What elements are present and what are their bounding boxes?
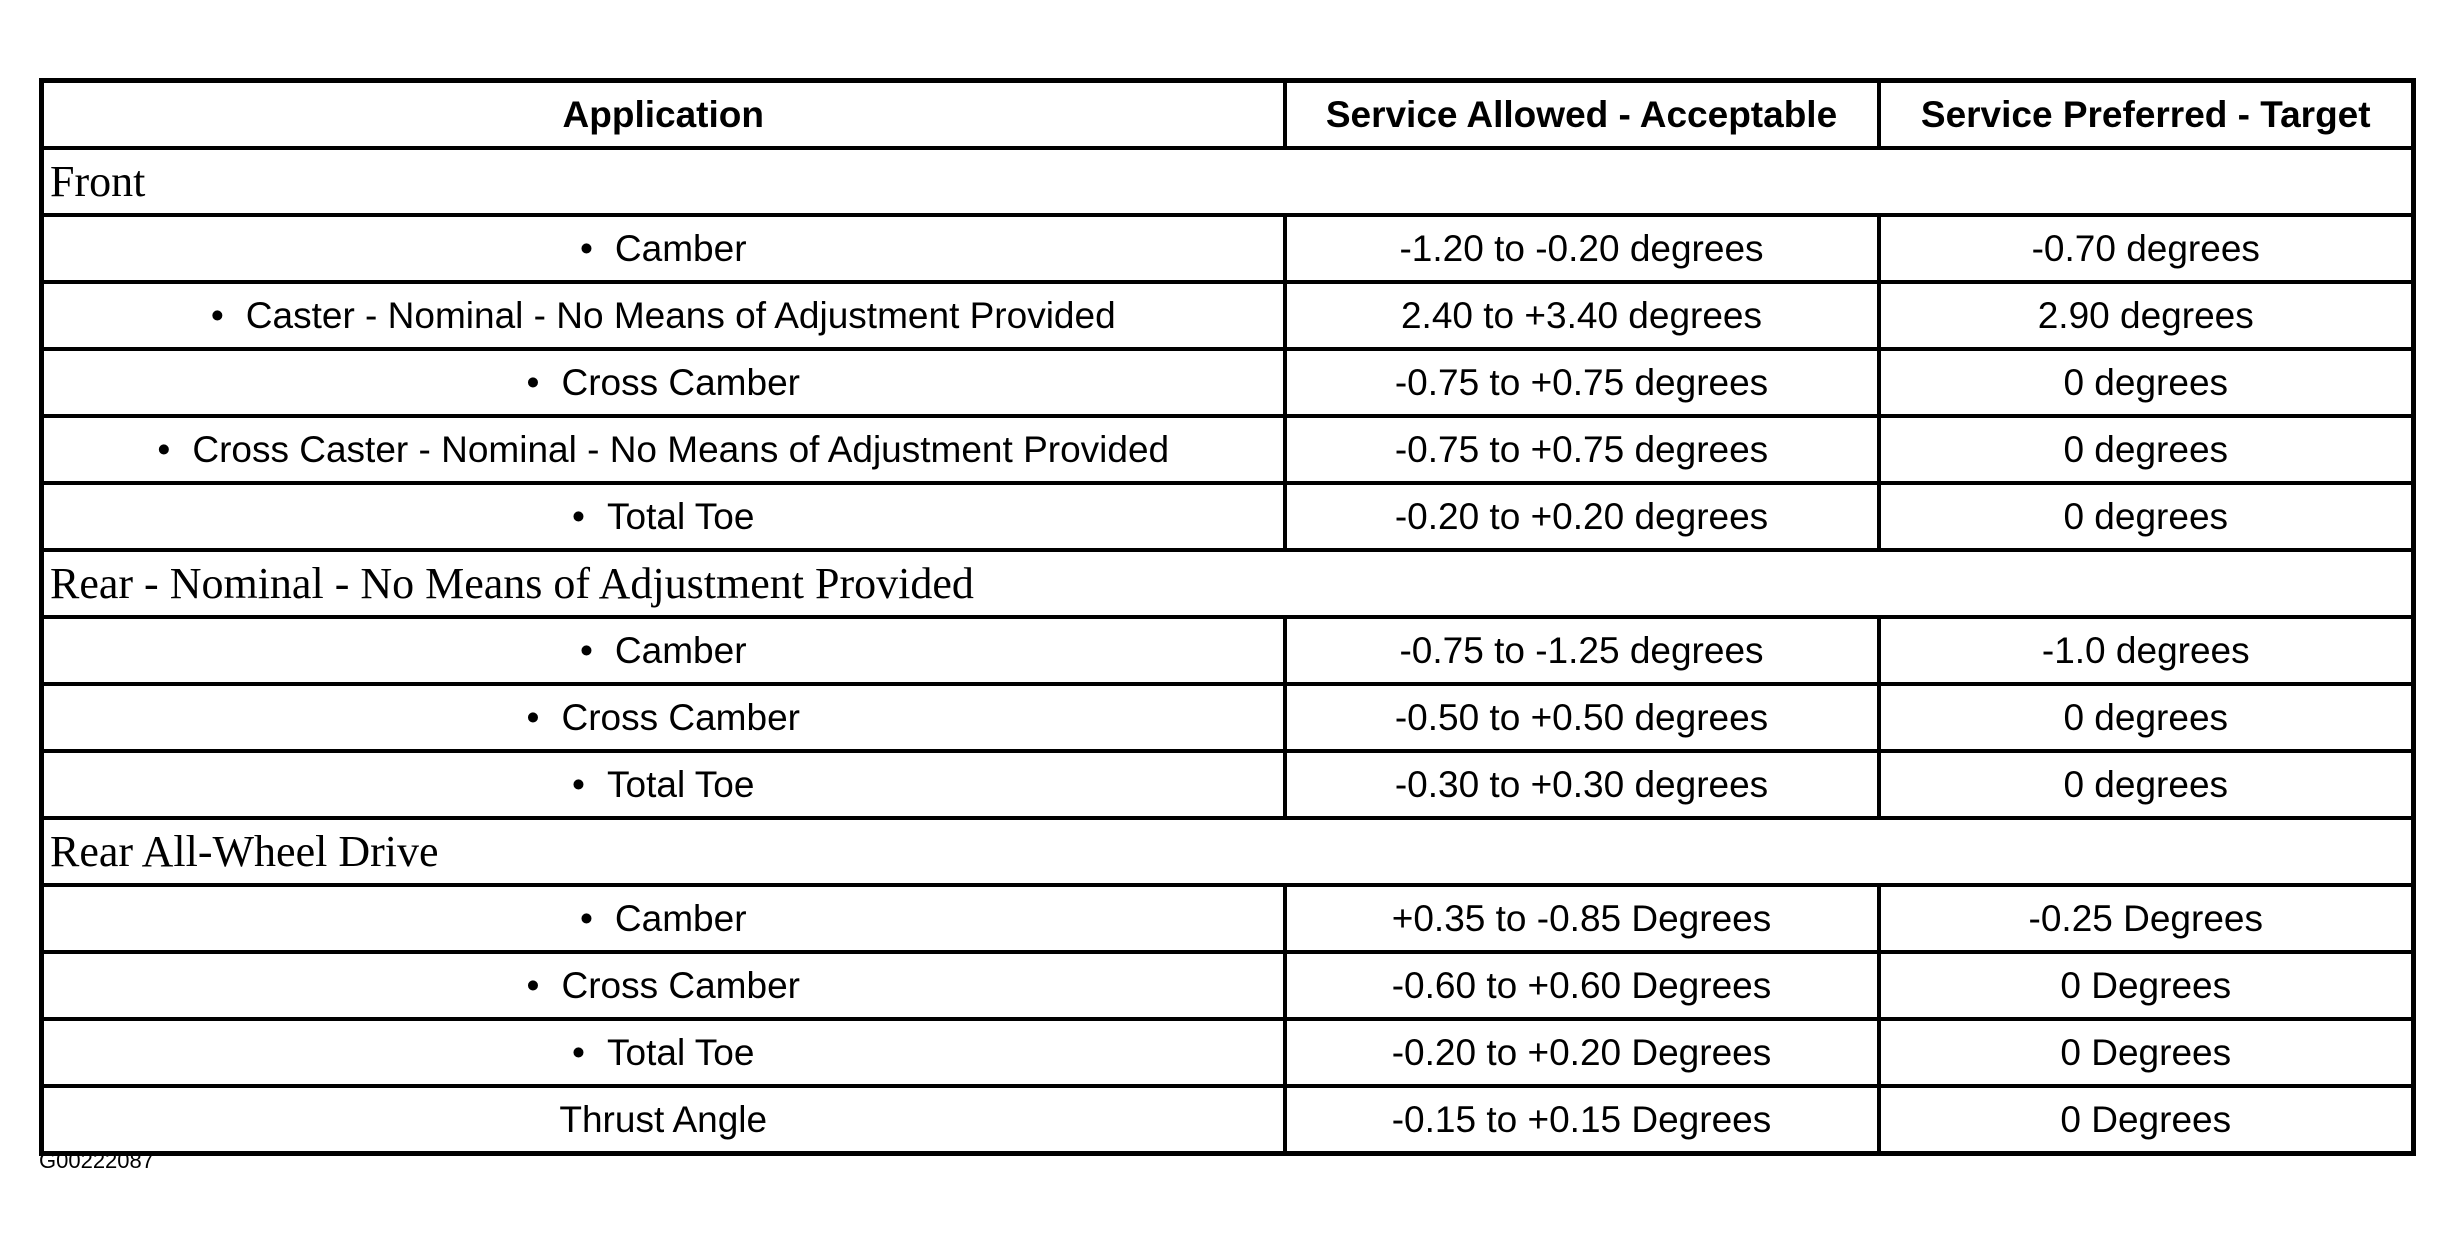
application-label: Camber: [614, 897, 747, 939]
section-row: [42, 818, 2414, 885]
bullet-icon: •: [572, 763, 586, 805]
bullet-icon: •: [526, 964, 540, 1006]
application-cell: [42, 885, 1285, 952]
service-preferred-cell: -1.0 degrees: [1879, 617, 2414, 684]
table-row: [42, 1019, 2414, 1086]
application-label: Cross Caster - Nominal - No Means of Adjustment Provided: [192, 428, 1170, 470]
header-application: Application: [42, 81, 1285, 149]
service-preferred-cell: 0 Degrees: [1879, 952, 2414, 1019]
service-allowed-cell: -0.20 to +0.20 Degrees: [1285, 1019, 1879, 1086]
application-cell: [42, 416, 1285, 483]
bullet-icon: •: [579, 227, 593, 269]
table-row: [42, 282, 2414, 349]
service-preferred-cell: 0 degrees: [1879, 349, 2414, 416]
table-row: [42, 483, 2414, 550]
application-cell: [42, 952, 1285, 1019]
service-allowed-cell: -1.20 to -0.20 degrees: [1285, 215, 1879, 282]
application-cell: [42, 617, 1285, 684]
application-label: Cross Camber: [561, 964, 800, 1006]
table-row: [42, 215, 2414, 282]
application-cell: [42, 282, 1285, 349]
table-row: [42, 617, 2414, 684]
bullet-icon: •: [572, 495, 586, 537]
application-label: Thrust Angle: [559, 1098, 768, 1140]
header-service-allowed: Service Allowed - Acceptable: [1285, 81, 1879, 149]
section-title: Rear All-Wheel Drive: [42, 818, 2414, 885]
table-row: [42, 885, 2414, 952]
bullet-icon: •: [526, 696, 540, 738]
service-preferred-cell: 0 Degrees: [1879, 1086, 2414, 1154]
service-allowed-cell: -0.50 to +0.50 degrees: [1285, 684, 1879, 751]
service-preferred-cell: -0.25 Degrees: [1879, 885, 2414, 952]
section-title: Front: [42, 148, 2414, 215]
service-allowed-cell: -0.60 to +0.60 Degrees: [1285, 952, 1879, 1019]
bullet-icon: •: [157, 428, 171, 470]
application-cell: [42, 684, 1285, 751]
service-allowed-cell: -0.75 to -1.25 degrees: [1285, 617, 1879, 684]
application-cell: [42, 751, 1285, 818]
section-row: [42, 148, 2414, 215]
application-cell: [42, 483, 1285, 550]
section-title: Rear - Nominal - No Means of Adjustment Provided: [42, 550, 2414, 617]
section-row: [42, 550, 2414, 617]
bullet-icon: •: [579, 897, 593, 939]
application-cell: [42, 1086, 1285, 1154]
table-row: [42, 684, 2414, 751]
service-preferred-cell: 0 degrees: [1879, 483, 2414, 550]
bullet-icon: •: [526, 361, 540, 403]
figure-id: G00222087: [39, 1148, 154, 1173]
table-body: [42, 148, 2414, 1154]
table-row: [42, 952, 2414, 1019]
application-label: Cross Camber: [561, 696, 800, 738]
alignment-spec-table: [39, 78, 2416, 1156]
service-preferred-cell: 0 degrees: [1879, 416, 2414, 483]
service-allowed-cell: -0.15 to +0.15 Degrees: [1285, 1086, 1879, 1154]
service-allowed-cell: -0.20 to +0.20 degrees: [1285, 483, 1879, 550]
bullet-icon: •: [579, 629, 593, 671]
application-cell: [42, 215, 1285, 282]
service-preferred-cell: -0.70 degrees: [1879, 215, 2414, 282]
table-row: [42, 1086, 2414, 1154]
table-row: [42, 416, 2414, 483]
bullet-icon: •: [210, 294, 224, 336]
application-label: Caster - Nominal - No Means of Adjustment Provided: [245, 294, 1116, 336]
service-preferred-cell: 0 degrees: [1879, 684, 2414, 751]
service-allowed-cell: +0.35 to -0.85 Degrees: [1285, 885, 1879, 952]
header-row: [42, 81, 2414, 149]
service-allowed-cell: -0.75 to +0.75 degrees: [1285, 416, 1879, 483]
application-label: Total Toe: [607, 495, 755, 537]
service-preferred-cell: 0 degrees: [1879, 751, 2414, 818]
application-label: Total Toe: [607, 1031, 755, 1073]
application-label: Total Toe: [607, 763, 755, 805]
application-label: Cross Camber: [561, 361, 800, 403]
application-label: Camber: [614, 227, 747, 269]
table-row: [42, 349, 2414, 416]
application-cell: [42, 1019, 1285, 1086]
service-allowed-cell: 2.40 to +3.40 degrees: [1285, 282, 1879, 349]
service-allowed-cell: -0.75 to +0.75 degrees: [1285, 349, 1879, 416]
service-preferred-cell: 2.90 degrees: [1879, 282, 2414, 349]
application-label: Camber: [614, 629, 747, 671]
application-cell: [42, 349, 1285, 416]
bullet-icon: •: [572, 1031, 586, 1073]
header-service-preferred: Service Preferred - Target: [1879, 81, 2414, 149]
service-allowed-cell: -0.30 to +0.30 degrees: [1285, 751, 1879, 818]
service-preferred-cell: 0 Degrees: [1879, 1019, 2414, 1086]
table-row: [42, 751, 2414, 818]
